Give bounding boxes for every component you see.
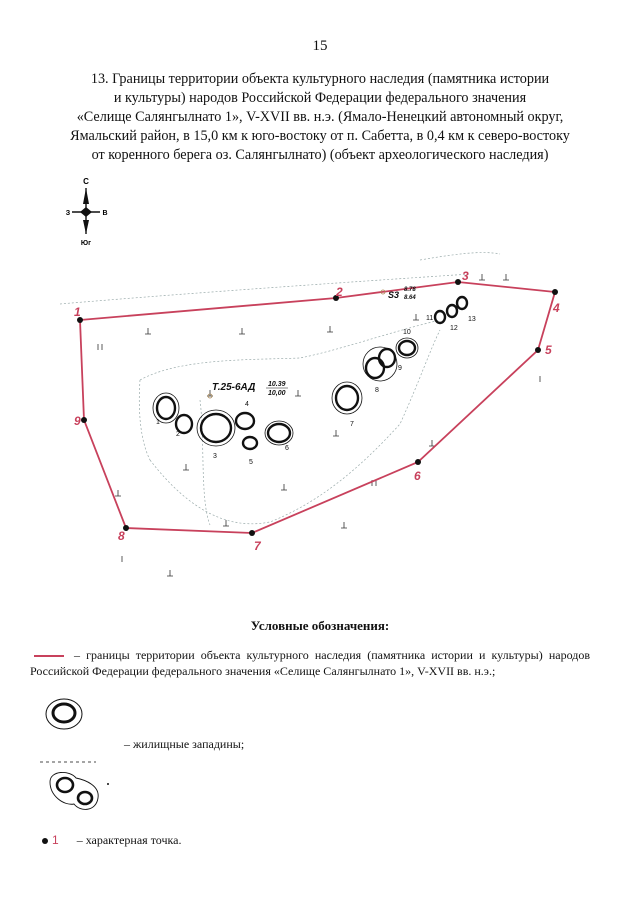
compass-south-label: Юг (80, 240, 92, 247)
legend-point-item (42, 832, 181, 848)
depression-label: 12 (450, 325, 458, 332)
legend-title: Условные обозначения: (250, 618, 390, 633)
depression-label: 9 (398, 365, 402, 372)
contour-lines (60, 253, 500, 525)
compass-east-label: В (102, 210, 108, 217)
depression-group-icon (40, 760, 114, 818)
point-label: 8 (118, 529, 125, 543)
legend-point-number: 1 (52, 833, 59, 847)
point-label: 3 (462, 269, 469, 283)
survey-mark-elevation: 10,00 (268, 390, 286, 397)
legend-boundary-item (30, 647, 590, 679)
document-title (30, 70, 610, 165)
title-line: 13. Границы территории объекта культурного наследия (памятника истории (90, 71, 550, 87)
survey-mark-elevation: 8.64 (404, 295, 416, 301)
point-label: 4 (553, 301, 560, 315)
depression-label: 10 (403, 329, 411, 336)
point-label: 2 (336, 285, 343, 299)
legend-point-text: – характерная точка. (76, 833, 182, 847)
depression-label: 11 (426, 315, 434, 322)
point-label: 6 (414, 469, 421, 483)
depression-label: 5 (249, 459, 253, 466)
depression-label: 1 (156, 419, 160, 426)
title-line: и культуры) народов Российской Федерации федерального значения (113, 90, 527, 106)
point-label: 9 (74, 414, 81, 428)
boundary-polygon (80, 282, 555, 533)
depression-label: 7 (350, 421, 354, 428)
page-number: 15 (312, 38, 328, 54)
title-line: от коренного берега оз. Салянгылнато) (объект археологического наследия) (91, 147, 549, 163)
compass-north-label: С (83, 177, 89, 186)
survey-mark-name: Т.25-6АД (212, 382, 256, 393)
title-line: Ямальский район, в 15,0 км к юго-востоку от п. Сабетта, в 0,4 км к северо-востоку (70, 128, 570, 144)
depression-label: 6 (285, 445, 289, 452)
point-label: 5 (545, 343, 552, 357)
depression-label: 8 (375, 387, 379, 394)
survey-mark-name: S3 (388, 290, 400, 300)
boundary-line-swatch (34, 655, 64, 657)
title-line: «Селище Салянгылнато 1», V-XVII вв. н.э. (Ямало-Ненецкий автономный округ, (76, 109, 564, 125)
depression-label: 3 (213, 453, 217, 460)
dwelling-depression-icon (40, 694, 88, 734)
dwelling-depressions (157, 297, 467, 449)
point-label: 7 (254, 539, 261, 553)
compass-west-label: З (65, 210, 71, 217)
point-label: 1 (74, 305, 81, 319)
survey-mark-elevation: 10.39 (268, 381, 286, 388)
legend-boundary-text: – границы территории объекта культурного наследия (памятника истории и культуры) народов Российской Федерации федерального значения «Селище Салянгылнато 1», V-XVII вв. н.э.; (30, 648, 590, 678)
legend-depressions-text: – жилищные западины; (124, 737, 245, 751)
compass-rose-icon (62, 176, 110, 248)
site-boundary-map (0, 240, 640, 590)
characteristic-point-icon (42, 838, 48, 844)
depression-label: 13 (468, 316, 476, 323)
depression-label: 2 (176, 431, 180, 438)
depression-label: 4 (245, 401, 249, 408)
survey-mark-elevation: 8.78 (404, 287, 416, 293)
